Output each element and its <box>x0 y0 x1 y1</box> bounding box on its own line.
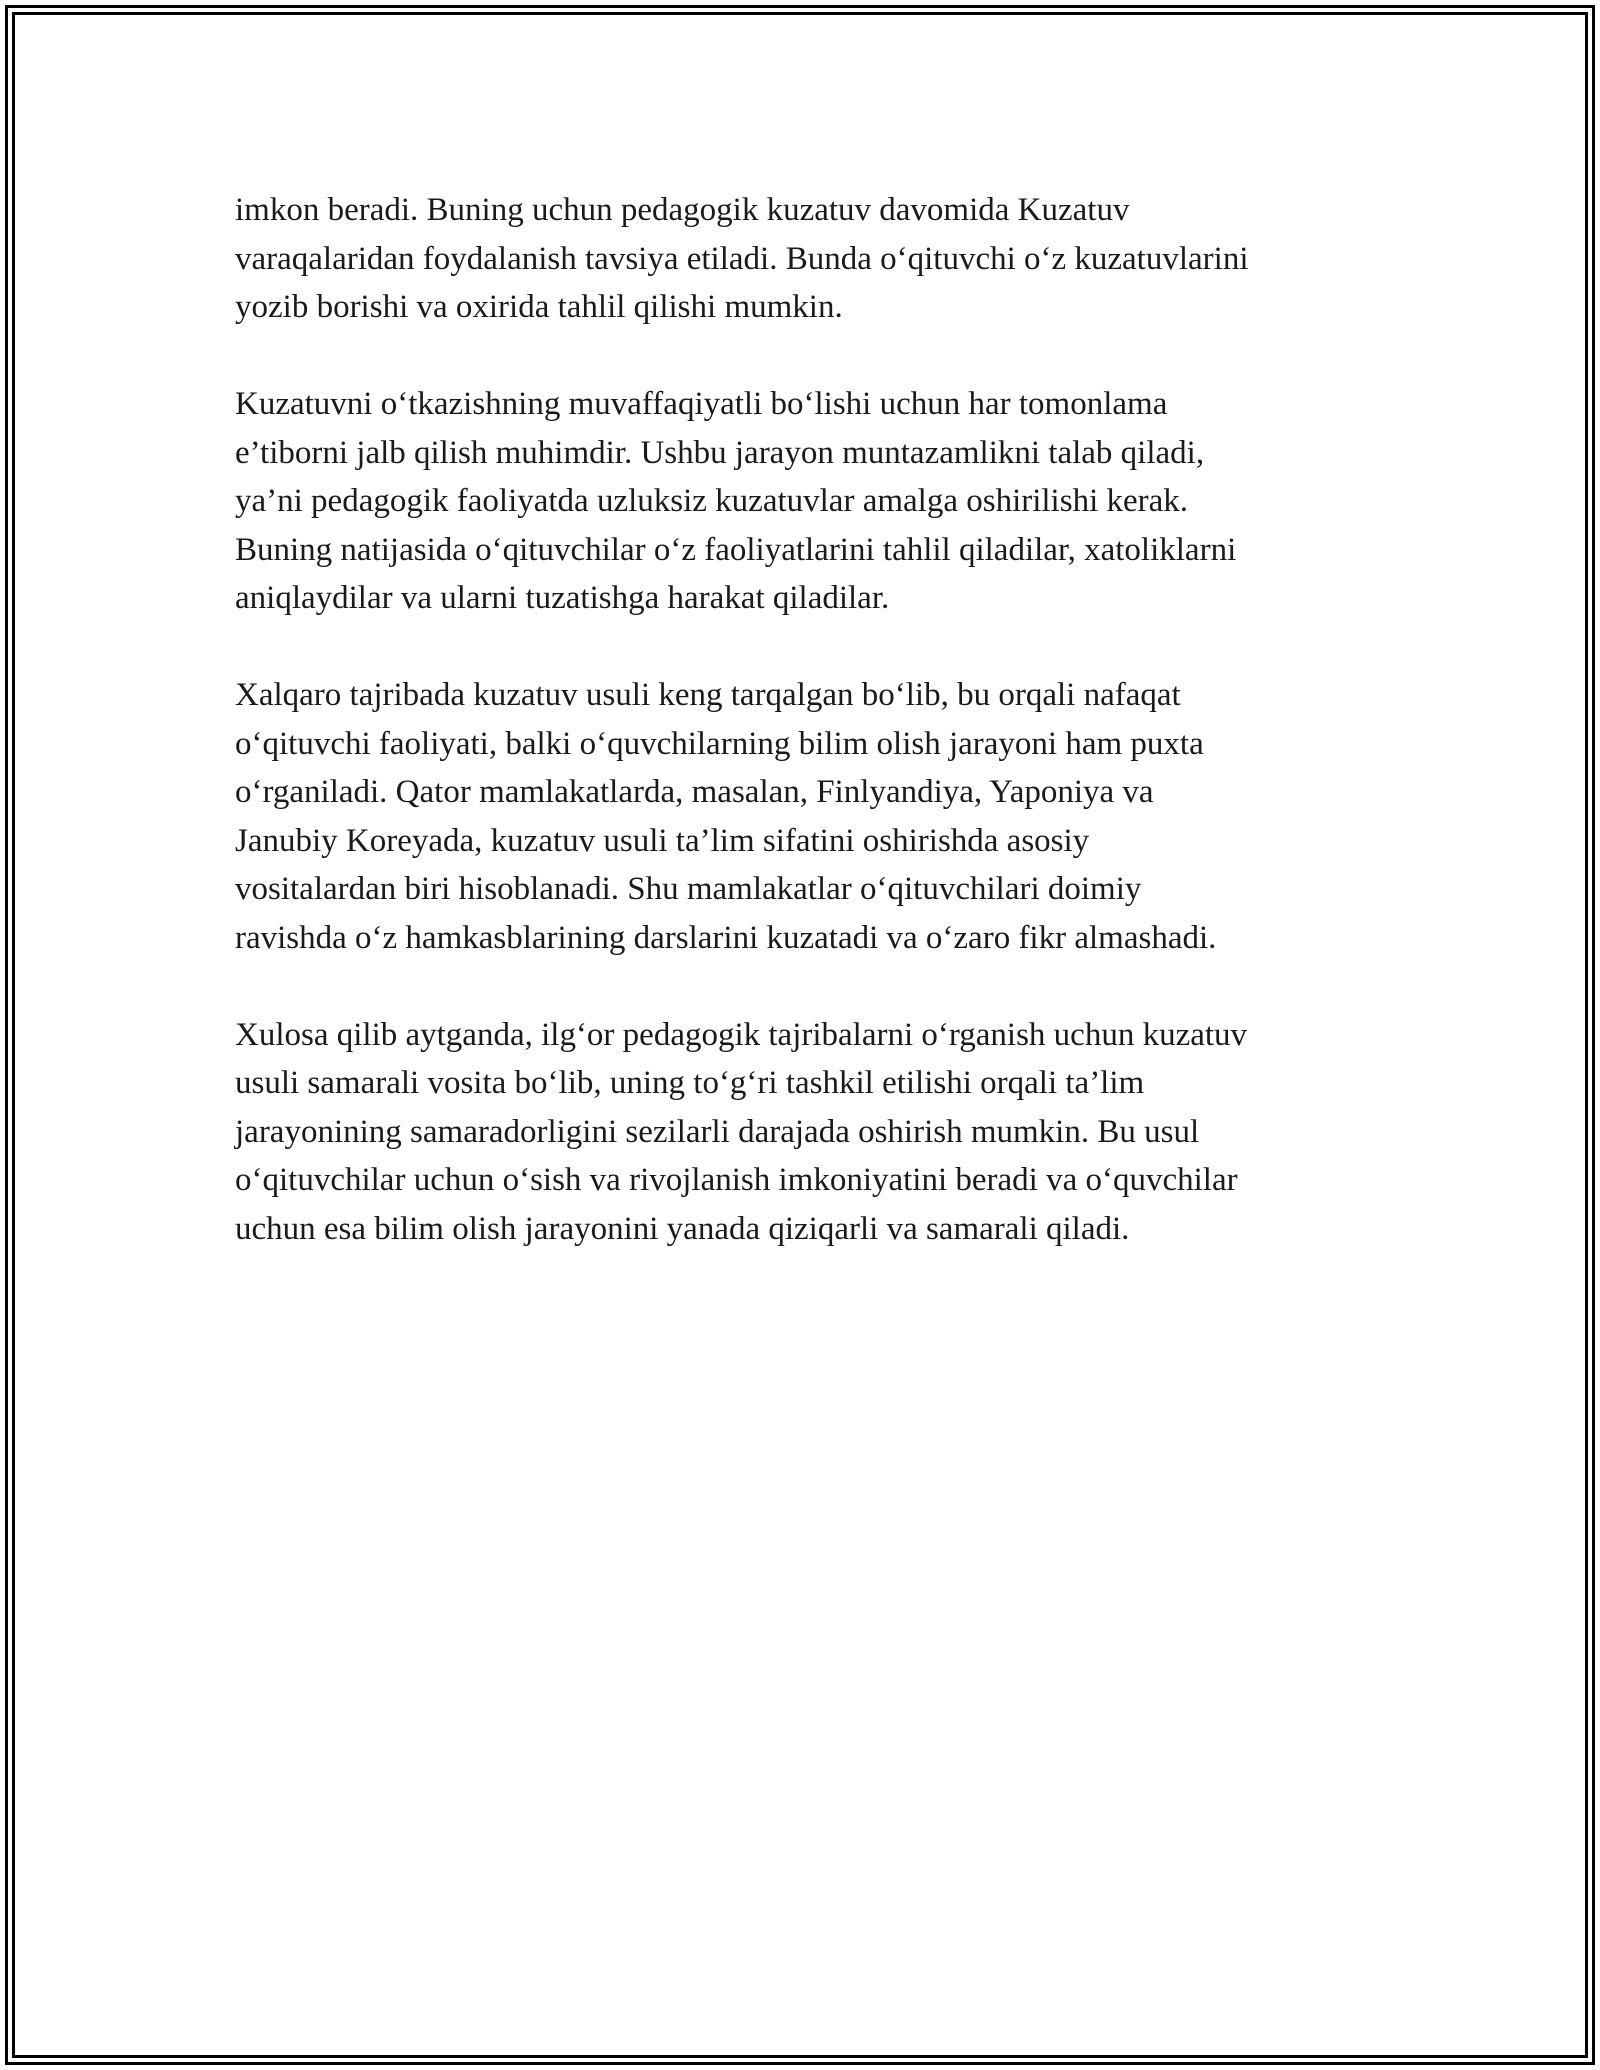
text-line: jarayonining samaradorligini sezilarli darajada oshirish mumkin. Bu usul <box>235 1113 1200 1150</box>
text-line: Kuzatuvni o‘tkazishning muvaffaqiyatli bo‘lishi uchun har tomonlama <box>235 386 1168 422</box>
document-body <box>235 186 1375 1253</box>
text-line: e’tiborni jalb qilish muhimdir. Ushbu jarayon muntazamlikni talab qiladi, <box>235 434 1205 471</box>
text-line: imkon beradi. Buning uchun pedagogik kuzatuv davomida Kuzatuv <box>235 192 1130 228</box>
text-line: ya’ni pedagogik faoliyatda uzluksiz kuzatuvlar amalga oshirilishi kerak. <box>235 483 1189 519</box>
text-line: yozib borishi va oxirida tahlil qilishi mumkin. <box>235 289 843 325</box>
text-line: Xalqaro tajribada kuzatuv usuli keng tarqalgan bo‘lib, bu orqali nafaqat <box>235 677 1181 713</box>
text-line: varaqalaridan foydalanish tavsiya etiladi. Bunda o‘qituvchi o‘z kuzatuvlarini <box>235 240 1249 277</box>
paragraph-4 <box>235 1011 1375 1254</box>
text-line: Xulosa qilib aytganda, ilg‘or pedagogik tajribalarni o‘rganish uchun kuzatuv <box>235 1016 1248 1053</box>
text-line: o‘rganiladi. Qator mamlakatlarda, masalan, Finlyandiya, Yaponiya va <box>235 774 1154 810</box>
text-line: o‘qituvchi faoliyati, balki o‘quvchilarning bilim olish jarayoni ham puxta <box>235 725 1204 762</box>
text-line: vositalardan biri hisoblanadi. Shu mamlakatlar o‘qituvchilari doimiy <box>235 871 1142 907</box>
text-line: usuli samarali vosita bo‘lib, uning to‘g‘ri tashkil etilishi orqali ta’lim <box>235 1065 1145 1101</box>
text-line: Buning natijasida o‘qituvchilar o‘z faoliyatlarini tahlil qiladilar, xatoliklarni <box>235 531 1237 568</box>
text-line: o‘qituvchilar uchun o‘sish va rivojlanish imkoniyatini beradi va o‘quvchilar <box>235 1162 1238 1198</box>
paragraph-3 <box>235 671 1375 962</box>
text-line: aniqlaydilar va ularni tuzatishga harakat qiladilar. <box>235 580 890 616</box>
text-line: ravishda o‘z hamkasblarining darslarini kuzatadi va o‘zaro fikr almashadi. <box>235 919 1217 956</box>
paragraph-1 <box>235 186 1375 332</box>
text-line: uchun esa bilim olish jarayonini yanada qiziqarli va samarali qiladi. <box>235 1210 1130 1247</box>
text-line: Janubiy Koreyada, kuzatuv usuli ta’lim sifatini oshirishda asosiy <box>235 822 1090 859</box>
paragraph-2 <box>235 380 1375 623</box>
